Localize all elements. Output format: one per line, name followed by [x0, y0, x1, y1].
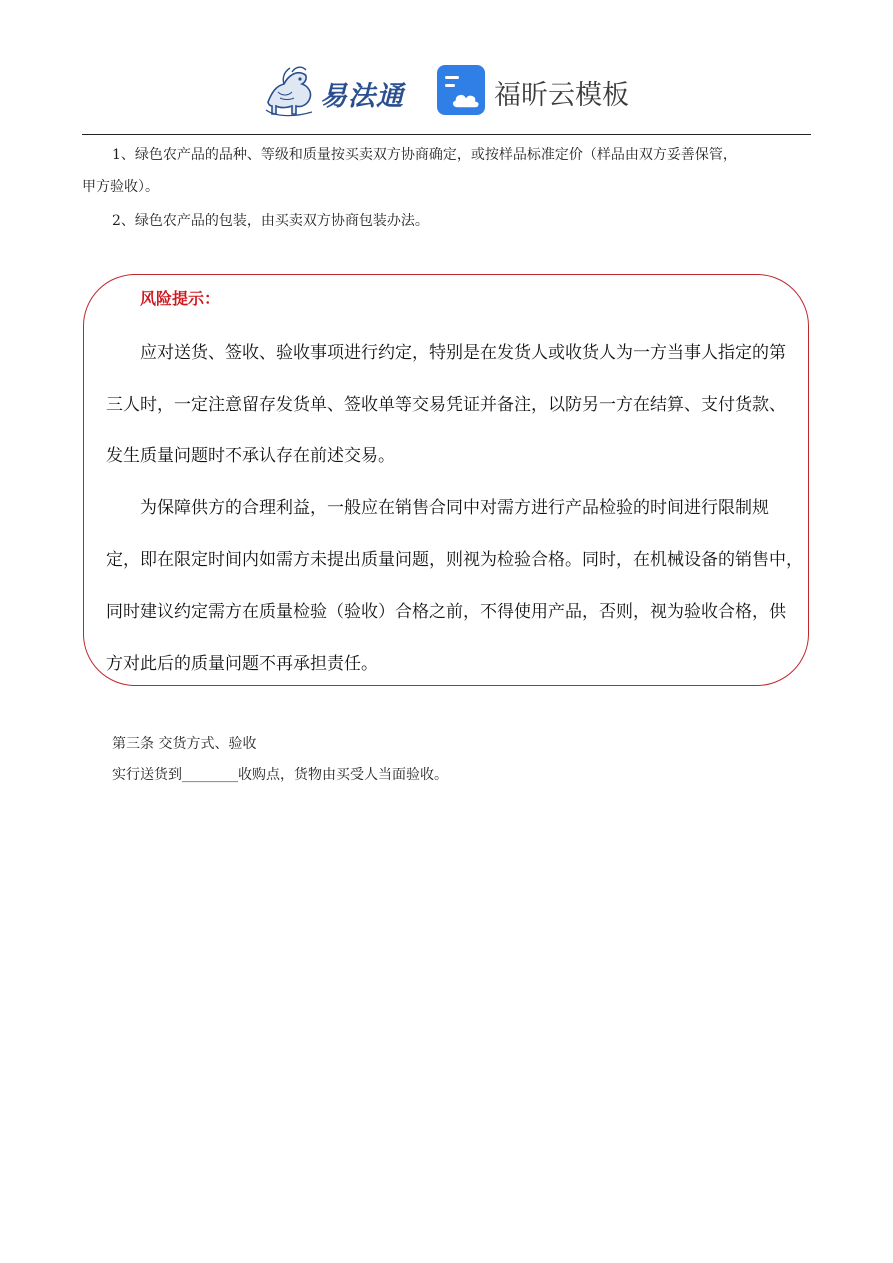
risk-notice-line: 方对此后的质量问题不再承担责任。 [106, 654, 378, 674]
risk-notice-title: 风险提示： [140, 289, 221, 308]
article-3-heading: 第三条 交货方式、验收 [112, 736, 257, 752]
risk-notice-line: 定，即在限定时间内如需方未提出质量问题，则视为检验合格。同时，在机械设备的销售中， [106, 550, 803, 570]
fuxin-logo [436, 64, 636, 118]
yifatong-logo-text: 易法通 [320, 81, 404, 112]
yifatong-logo [262, 62, 412, 120]
risk-notice-line: 发生质量问题时不承认存在前述交易。 [106, 446, 395, 466]
page-header [0, 58, 893, 124]
risk-notice-line: 应对送货、签收、验收事项进行约定，特别是在发货人或收货人为一方当事人指定的第 [140, 343, 786, 363]
clause-item-1-line-1: 1、绿色农产品的品种、等级和质量按买卖双方协商确定，或按样品标准定价（样品由双方妥善保管， [112, 147, 737, 163]
clause-item-2: 2、绿色农产品的包装，由买卖双方协商包装办法。 [112, 213, 429, 229]
clause-item-1-line-2: 甲方验收）。 [82, 179, 159, 195]
article-3-text: 实行送货到________收购点，货物由买受人当面验收。 [112, 767, 448, 783]
risk-notice-line: 三人时，一定注意留存发货单、签收单等交易凭证并备注，以防另一方在结算、支付货款、 [106, 395, 786, 415]
cloud-document-icon [436, 64, 488, 118]
header-divider [82, 134, 811, 135]
qilin-icon [262, 62, 322, 120]
risk-notice-line: 同时建议约定需方在质量检验（验收）合格之前，不得使用产品，否则，视为验收合格，供 [106, 602, 786, 622]
risk-notice-box [83, 274, 809, 686]
risk-notice-line: 为保障供方的合理利益，一般应在销售合同中对需方进行产品检验的时间进行限制规 [140, 498, 769, 518]
fuxin-logo-text: 福昕云模板 [494, 80, 629, 111]
